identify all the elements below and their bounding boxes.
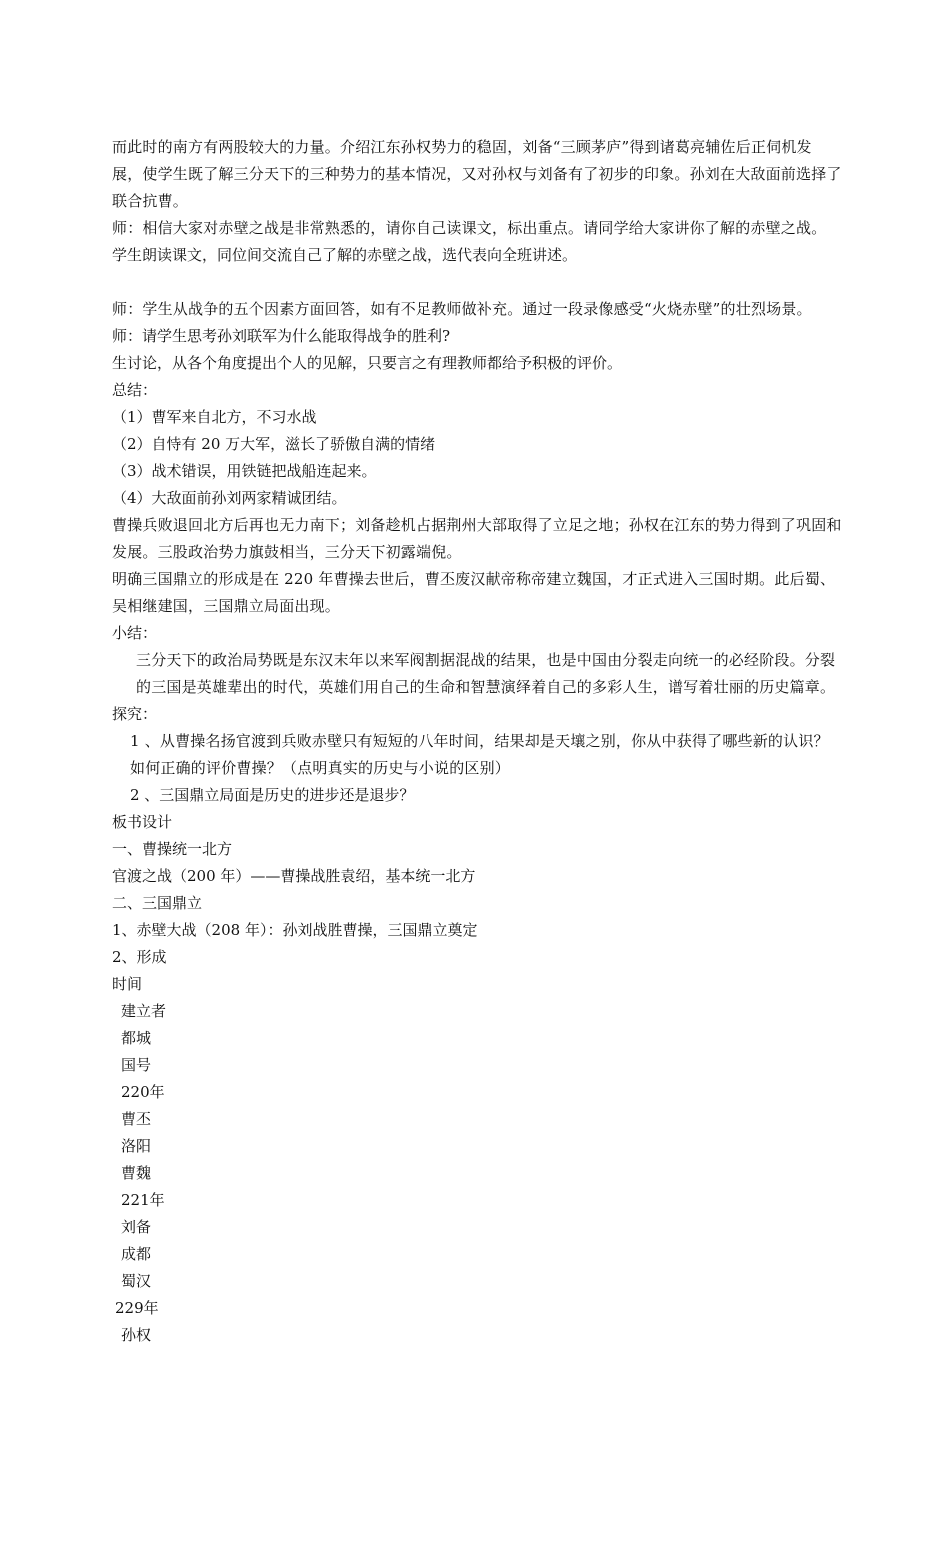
table-cell-wei-year: 220年: [121, 1083, 165, 1101]
paragraph-teacher-question: 师：请学生思考孙刘联军为什么能取得战争的胜利?: [112, 327, 451, 345]
table-cell-shu-year: 221年: [121, 1191, 165, 1209]
board-item-chibi: 1、赤壁大战（208 年）：孙刘战胜曹操，三国鼎立奠定: [112, 921, 478, 939]
board-item-formation: 2、形成: [112, 948, 167, 966]
heading-brief-conclusion: 小结：: [112, 624, 158, 642]
table-cell-shu-capital: 成都: [121, 1245, 152, 1263]
summary-item-4: （4）大敌面前孙刘两家精诚团结。: [112, 489, 347, 507]
summary-item-3: （3）战术错误，用铁链把战船连起来。: [112, 462, 377, 480]
table-cell-wu-founder: 孙权: [121, 1326, 152, 1344]
blank-line: [112, 269, 842, 296]
paragraph-aftermath: 曹操兵败退回北方后再也无力南下；刘备趁机占据荆州大部取得了立足之地；孙权在江东的势力得到了巩固和发展。三股政治势力旗鼓相当，三分天下初露端倪。: [112, 516, 842, 561]
inquiry-question-2: 2 、三国鼎立局面是历史的进步还是退步？: [130, 786, 415, 804]
table-cell-wei-capital: 洛阳: [121, 1137, 152, 1155]
summary-item-2: （2）自恃有 20 万大军，滋长了骄傲自满的情绪: [112, 435, 436, 453]
board-item-1: 一、曹操统一北方: [112, 840, 233, 858]
paragraph-conclusion: 三分天下的政治局势既是东汉末年以来军阀割据混战的结果，也是中国由分裂走向统一的必经阶段。分裂的三国是英雄辈出的时代，英雄们用自己的生命和智慧演绎着自己的多彩人生，谱写着壮丽的历史篇章。: [136, 651, 836, 696]
table-cell-header-time: 时间: [112, 975, 143, 993]
summary-item-1: （1）曹军来自北方，不习水战: [112, 408, 317, 426]
inquiry-question-1: 1 、从曹操名扬官渡到兵败赤壁只有短短的八年时间，结果却是天壤之别，你从中获得了哪些新的认识？如何正确的评价曹操？（点明真实的历史与小说的区别）: [130, 732, 829, 777]
heading-inquiry: 探究：: [112, 705, 158, 723]
paragraph-southern-powers: 而此时的南方有两股较大的力量。介绍江东孙权势力的稳固，刘备“三顾茅庐”得到诸葛亮辅佐后正伺机发展，使学生既了解三分天下的三种势力的基本情况，又对孙权与刘备有了初步的印象。孙刘在大敌面前选择了联合抗曹。: [112, 138, 842, 210]
table-cell-header-state-name: 国号: [121, 1056, 152, 1074]
paragraph-student-reading: 学生朗读课文，同位间交流自己了解的赤壁之战，选代表向全班讲述。: [112, 246, 578, 264]
paragraph-student-discussion: 生讨论，从各个角度提出个人的见解，只要言之有理教师都给予积极的评价。: [112, 354, 623, 372]
paragraph-three-kingdoms-formation: 明确三国鼎立的形成是在 220 年曹操去世后，曹丕废汉献帝称帝建立魏国，才正式进入三国时期。此后蜀、吴相继建国，三国鼎立局面出现。: [112, 570, 836, 615]
document-body: [112, 134, 842, 1349]
table-cell-wei-founder: 曹丕: [121, 1110, 152, 1128]
heading-board-design: 板书设计: [112, 813, 173, 831]
paragraph-teacher-chibi-intro: 师：相信大家对赤壁之战是非常熟悉的，请你自己读课文，标出重点。请同学给大家讲你了解的赤壁之战。: [112, 219, 827, 237]
table-cell-wu-year: 229年: [115, 1299, 159, 1317]
table-cell-shu-name: 蜀汉: [121, 1272, 152, 1290]
board-item-guandu: 官渡之战（200 年）——曹操战胜袁绍，基本统一北方: [112, 867, 476, 885]
table-cell-header-founder: 建立者: [121, 1002, 167, 1020]
heading-summary: 总结：: [112, 381, 158, 399]
paragraph-teacher-five-factors: 师：学生从战争的五个因素方面回答，如有不足教师做补充。通过一段录像感受“火烧赤壁”的壮烈场景。: [112, 300, 812, 318]
table-cell-shu-founder: 刘备: [121, 1218, 152, 1236]
board-item-2: 二、三国鼎立: [112, 894, 203, 912]
table-cell-header-capital: 都城: [121, 1029, 152, 1047]
table-cell-wei-name: 曹魏: [121, 1164, 152, 1182]
